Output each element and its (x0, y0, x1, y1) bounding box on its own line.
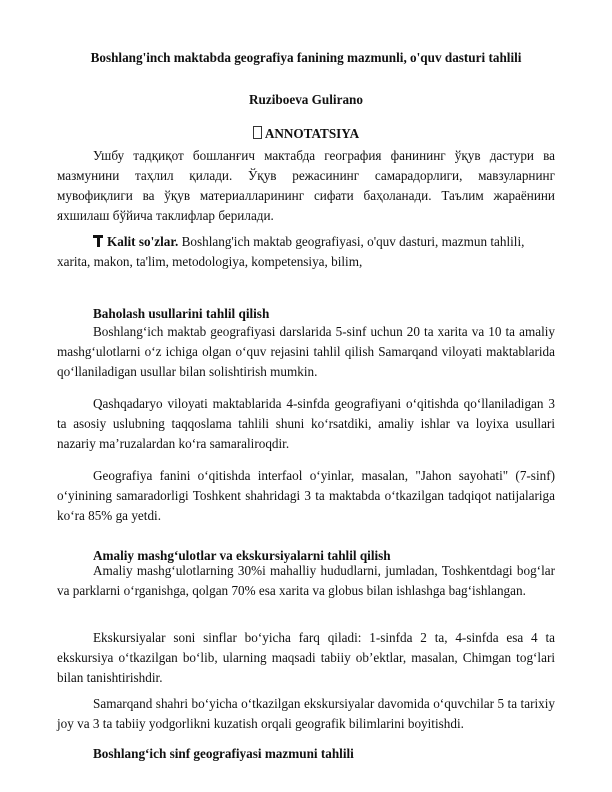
section-heading-practical: Amaliy mashg‘ulotlar va ekskursiyalarni tahlil qilish (93, 548, 391, 563)
section2-paragraph-2: Ekskursiyalar soni sinflar bo‘yicha farq qiladi: 1-sinfda 2 ta, 4-sinfda esa 4 ta ekskursiya o‘tkazilgan bo‘lib, ularning maqsadi tabiiy ob’ektlar, masalan, Chimgan tog‘lari bilan tanishtirishdir. (57, 630, 555, 685)
paper-title: Boshlang'inch maktabda geografiya fanining mazmunli, o'quv dasturi tahlili (90, 50, 522, 65)
section1-paragraph-3: Geografiya fanini o‘qitishda interfaol o‘yinlar, masalan, "Jahon sayohati" (7-sinf) o‘yinining samaradorligi Toshkent shahridagi 3 ta maktabda o‘tkazilgan tadqiqot natijalariga ko‘ra 85% ga yetdi. (57, 468, 555, 523)
annotation-text: Ушбу тадқиқот бошланғич мактабда география фанининг ўқув дастури ва мазмунини таҳлил қилади. Ўқув режасининг самарадорлиги, мавзуларнинг мувофиқлиги ва ўқув материалларининг сифати баҳоланади. Таълим жараёнини яхшилаш бўйича таклифлар берилади. (57, 148, 555, 223)
annotation-heading (0, 124, 612, 144)
author-name: Ruziboeva Gulirano (249, 92, 363, 107)
section-heading-assessment: Baholash usullarini tahlil qilish (93, 306, 270, 321)
section-heading-content: Boshlang‘ich sinf geografiyasi mazmuni tahlili (93, 746, 354, 761)
missing-glyph-box-icon (253, 126, 262, 139)
section1-paragraph-2: Qashqadaryo viloyati maktablarida 4-sinfda geografiyani o‘qitishda qo‘llaniladigan 3 ta asosiy uslubning taqqoslama tahlili shuni ko‘rsatdiki, amaliy ishlar va loyixa usullari nazariy ma’ruzalardan ko‘ra samaraliroqdir. (57, 396, 555, 451)
pushpin-icon (93, 234, 103, 248)
section1-paragraph-1: Boshlang‘ich maktab geografiyasi darslarida 5-sinf uchun 20 ta xarita va 10 ta amaliy mashg‘ulotlarni o‘z ichiga olgan o‘quv rejasini tahlil qilish Samarqand viloyati maktablarida qo‘llaniladigan usullar bilan solishtirish mumkin. (57, 324, 555, 379)
keywords-label: Kalit so'zlar. (107, 234, 179, 249)
annotation-heading-text: ANNOTATSIYA (264, 126, 360, 141)
section2-paragraph-3: Samarqand shahri bo‘yicha o‘tkazilgan ekskursiyalar davomida o‘quvchilar 5 ta tarixiy joy va 3 ta tabiiy yodgorlikni kuzatish orqali geografik bilimlarini boyitishdi. (57, 696, 555, 731)
section2-paragraph-1: Amaliy mashg‘ulotlarning 30%i mahalliy hududlarni, jumladan, Toshkentdagi bog‘lar va parklarni o‘rganishga, qolgan 70% esa xarita va globus bilan ishlashga bag‘ishlangan. (57, 563, 555, 598)
keywords-text: Boshlang'ich maktab geografiyasi, o'quv dasturi, mazmun tahlili, xarita, makon, ta'lim, metodologiya, kompetensiya, bilim, (57, 234, 525, 269)
keywords-paragraph (57, 232, 555, 272)
